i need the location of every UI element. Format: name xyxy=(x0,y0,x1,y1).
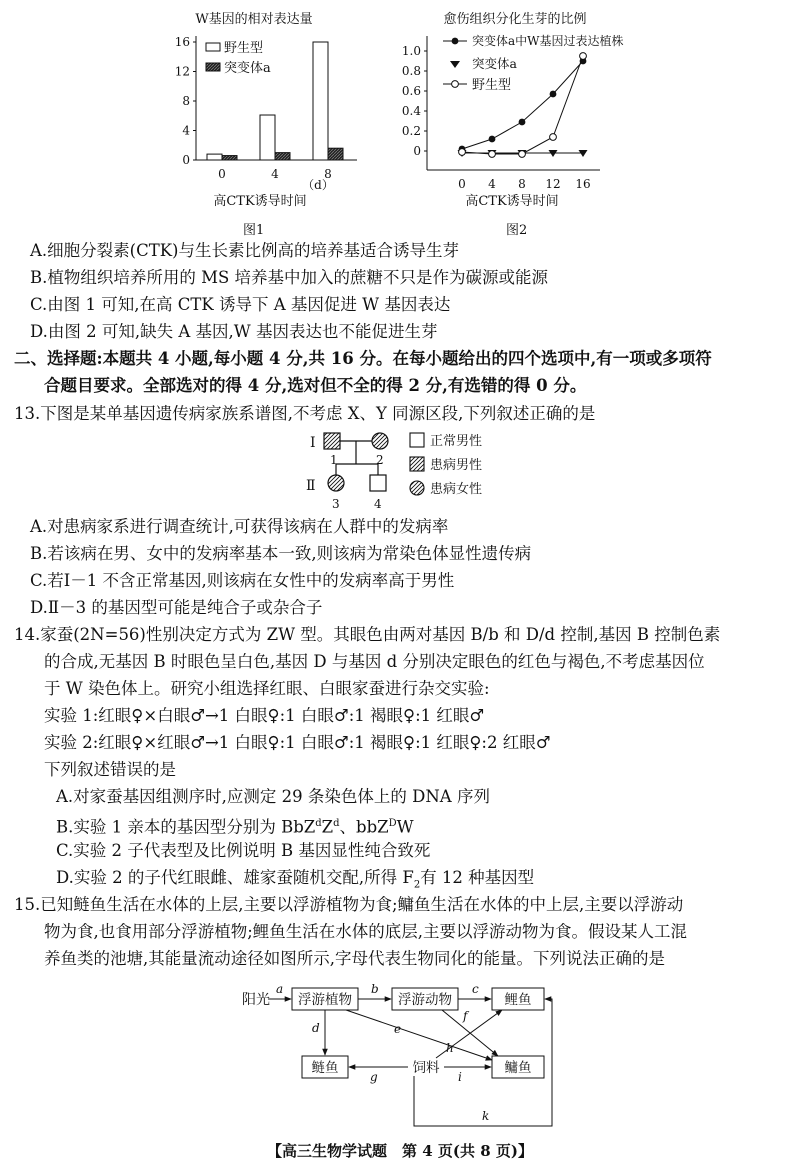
pedigree-legend-affected-male-symbol xyxy=(410,457,424,471)
fig2-xtick-label: 16 xyxy=(575,177,591,191)
fig2-series-wild-point xyxy=(550,134,557,141)
pedigree-label-3: 3 xyxy=(332,497,340,511)
q14-option-b-sup1: d xyxy=(315,818,322,829)
fig2-x-label: 高CTK诱导时间 xyxy=(465,194,559,209)
node-sunlight: 阳光 xyxy=(242,992,270,1008)
fig1-ytick-label: 12 xyxy=(174,64,190,79)
q14-experiment-1: 实验 1:红眼♀×白眼♂→1 白眼♀:1 白眼♂:1 褐眼♀:1 红眼♂ xyxy=(44,706,485,725)
q14-option-d xyxy=(56,867,534,896)
pedigree-ii3-affected-female xyxy=(328,475,344,491)
label-k: k xyxy=(482,1109,490,1123)
q14-option-b-post: W xyxy=(396,817,414,837)
pedigree-i2-affected-female xyxy=(372,433,388,449)
fig2-title: 愈伤组织分化生芽的比例 xyxy=(443,12,587,27)
q14-experiment-2: 实验 2:红眼♀×红眼♂→1 白眼♀:1 白眼♂:1 褐眼♀:1 红眼♀:2 红眼♂ xyxy=(44,733,551,752)
fig1-bar-mutant xyxy=(222,156,237,160)
section2-header-line2: 合题目要求。全部选对的得 4 分,选对但不全的得 2 分,有选错的得 0 分。 xyxy=(44,376,587,395)
q13-option-d: D.Ⅱ－3 的基因型可能是纯合子或杂合子 xyxy=(30,598,323,617)
fig2-legend-marker-mutant xyxy=(450,61,460,68)
section2-header-line1: 二、选择题:本题共 4 小题,每小题 4 分,共 16 分。在每小题给出的四个选项中,有一项或多项符 xyxy=(14,349,712,368)
pedigree-legend-affected-male: 患病男性 xyxy=(430,458,483,473)
fig2-series-wild-point xyxy=(519,151,526,158)
q12-option-a: A.细胞分裂素(CTK)与生长素比例高的培养基适合诱导生芽 xyxy=(30,241,459,260)
fig1-bar-wild xyxy=(313,42,328,160)
fig1-x-unit: （d） xyxy=(302,178,334,192)
q15-stem-line3: 养鱼类的池塘,其能量流动途径如图所示,字母代表生物同化的能量。下列说法正确的是 xyxy=(44,949,665,968)
fig1-legend-mutant: 突变体a xyxy=(224,61,271,76)
q14-option-d-pre: D.实验 2 的子代红眼雌、雄家蚕随机交配,所得 F xyxy=(56,868,414,887)
fig2-legend-marker-oe xyxy=(452,38,459,45)
q14-option-b-pre: B.实验 1 亲本的基因型分别为 BbZ xyxy=(56,817,316,837)
q14-option-d-sub: 2 xyxy=(413,879,421,891)
fig2-series-overexpression-point xyxy=(489,136,496,143)
fig1-ytick-label: 16 xyxy=(174,35,190,49)
fig2-series-wild-point xyxy=(580,53,587,60)
label-g: g xyxy=(370,1070,378,1084)
fig1-legend-wild: 野生型 xyxy=(224,41,264,56)
q14-option-b-mid1: Z xyxy=(321,817,334,837)
pedigree-legend-normal-male-symbol xyxy=(410,433,424,447)
label-i: i xyxy=(458,1070,462,1084)
fig2-ytick-label: 0.8 xyxy=(401,64,421,78)
pedigree-ii4-normal-male xyxy=(370,475,386,491)
node-phytoplankton: 浮游植物 xyxy=(298,992,352,1008)
fig1-x-label: 高CTK诱导时间 xyxy=(213,194,307,209)
fig1-ytick-label: 4 xyxy=(182,123,190,138)
fig1-title: W基因的相对表达量 xyxy=(195,12,313,27)
fig2-legend-oe: 突变体a中W基因过表达植株 xyxy=(472,34,624,48)
node-bighead-carp: 鳙鱼 xyxy=(504,1060,532,1076)
fig2-legend-mutant: 突变体a xyxy=(472,56,517,71)
fig2-ytick-label: 1.0 xyxy=(401,44,421,58)
fig1-bar-wild xyxy=(260,115,275,160)
label-e: e xyxy=(394,1022,402,1036)
page-footer: 【高三生物学试题 第 4 页(共 8 页)】 xyxy=(267,1142,533,1160)
label-b: b xyxy=(371,982,379,996)
fig2-ytick-label: 0.2 xyxy=(401,124,421,138)
arrow-e xyxy=(346,1010,492,1060)
node-silver-carp: 鲢鱼 xyxy=(311,1060,339,1076)
q13-option-b: B.若该病在男、女中的发病率基本一致,则该病为常染色体显性遗传病 xyxy=(30,544,532,563)
pedigree-label-4: 4 xyxy=(374,497,382,511)
q15-stem-line1: 15.已知鲢鱼生活在水体的上层,主要以浮游植物为食;鳙鱼生活在水体的中上层,主要以浮游动 xyxy=(14,895,684,914)
fig1-xtick-label: 0 xyxy=(218,167,226,181)
q14-option-b-sup3: D xyxy=(388,818,397,829)
q14-option-d-post: 有 12 种基因型 xyxy=(420,868,535,887)
node-zooplankton: 浮游动物 xyxy=(398,992,452,1008)
fig1-xtick-label: 8 xyxy=(324,167,332,181)
node-feed: 饲料 xyxy=(412,1060,440,1076)
fig1-legend-swatch-mutant xyxy=(206,63,220,71)
fig2-ytick-label: 0.4 xyxy=(401,104,421,118)
fig2-ytick-label: 0 xyxy=(413,144,421,158)
fig2-series-overexpression-point xyxy=(550,91,557,98)
q13-option-a: A.对患病家系进行调查统计,可获得该病在人群中的发病率 xyxy=(30,517,449,536)
fig2-xtick-label: 12 xyxy=(545,177,561,191)
fig2-legend-marker-wild xyxy=(452,81,459,88)
figure1-caption: 图1 xyxy=(243,223,265,238)
figure2-chart xyxy=(388,4,638,219)
q14-stem-line2: 的合成,无基因 B 时眼色呈白色,基因 D 与基因 d 分别决定眼色的红色与褐色,不考虑基因位 xyxy=(44,652,705,671)
fig1-ytick-label: 8 xyxy=(182,94,190,108)
fig2-series-wild-point xyxy=(459,149,466,156)
label-a: a xyxy=(276,982,284,996)
pedigree-label-2: 2 xyxy=(376,453,384,467)
fig2-xtick-label: 4 xyxy=(488,177,496,191)
pedigree-legend-affected-female-symbol xyxy=(410,481,424,495)
q13-stem: 13.下图是某单基因遗传病家族系谱图,不考虑 X、Y 同源区段,下列叙述正确的是 xyxy=(14,404,596,423)
q14-stem-line1: 14.家蚕(2N=56)性别决定方式为 ZW 型。其眼色由两对基因 B/b 和 D/d 控制,基因 B 控制色素 xyxy=(14,625,721,644)
q14-option-b xyxy=(56,813,414,839)
fig2-legend-wild: 野生型 xyxy=(472,78,512,93)
fig2-xtick-label: 8 xyxy=(518,177,526,191)
fig1-legend-swatch-wild xyxy=(206,43,220,51)
q13-option-c: C.若Ⅰ－1 不含正常基因,则该病在女性中的发病率高于男性 xyxy=(30,571,455,590)
label-c: c xyxy=(472,982,479,996)
pedigree-gen-2: Ⅱ xyxy=(306,478,316,494)
q12-option-c: C.由图 1 可知,在高 CTK 诱导下 A 基因促进 W 基因表达 xyxy=(30,295,451,314)
pedigree-label-1: 1 xyxy=(330,453,338,467)
pedigree-legend-affected-female: 患病女性 xyxy=(430,482,483,497)
fig2-series-wild-point xyxy=(489,151,496,158)
fig2-series-overexpression-point xyxy=(519,119,526,126)
q14-option-b-mid2: 、bbZ xyxy=(339,817,389,837)
fig2-xtick-label: 0 xyxy=(458,177,466,191)
q15-stem-line2: 物为食,也食用部分浮游植物;鲤鱼生活在水体的底层,主要以浮游动物为食。假设某人工混 xyxy=(44,922,688,941)
q14-option-a: A.对家蚕基因组测序时,应测定 29 条染色体上的 DNA 序列 xyxy=(56,787,490,806)
fig1-xtick-label: 4 xyxy=(271,167,279,181)
pedigree-legend-normal-male: 正常男性 xyxy=(430,434,483,449)
q12-option-d: D.由图 2 可知,缺失 A 基因,W 基因表达也不能促进生芽 xyxy=(30,322,438,341)
node-common-carp: 鲤鱼 xyxy=(504,992,532,1008)
fig1-bar-wild xyxy=(207,154,222,160)
label-h: h xyxy=(446,1041,454,1055)
fig1-bar-mutant xyxy=(275,153,290,160)
q13-pedigree xyxy=(296,428,526,514)
q14-option-c: C.实验 2 子代表型及比例说明 B 基因显性纯合致死 xyxy=(56,841,431,860)
q12-option-b: B.植物组织培养所用的 MS 培养基中加入的蔗糖不只是作为碳源或能源 xyxy=(30,268,549,287)
fig1-ytick-label: 0 xyxy=(182,153,190,167)
q14-ask: 下列叙述错误的是 xyxy=(44,760,176,779)
q14-stem-line3: 于 W 染色体上。研究小组选择红眼、白眼家蚕进行杂交实验: xyxy=(44,679,490,698)
label-d: d xyxy=(312,1021,320,1035)
q14-option-b-sup2: d xyxy=(333,818,340,829)
pedigree-gen-1: Ⅰ xyxy=(310,435,316,451)
label-f: f xyxy=(463,1009,468,1023)
figure1-chart xyxy=(160,4,370,219)
q15-energy-flow-diagram xyxy=(236,976,566,1136)
figure2-caption: 图2 xyxy=(506,223,528,238)
fig2-ytick-label: 0.6 xyxy=(401,84,421,98)
pedigree-i1-affected-male xyxy=(324,433,340,449)
fig1-bar-mutant xyxy=(328,148,343,160)
